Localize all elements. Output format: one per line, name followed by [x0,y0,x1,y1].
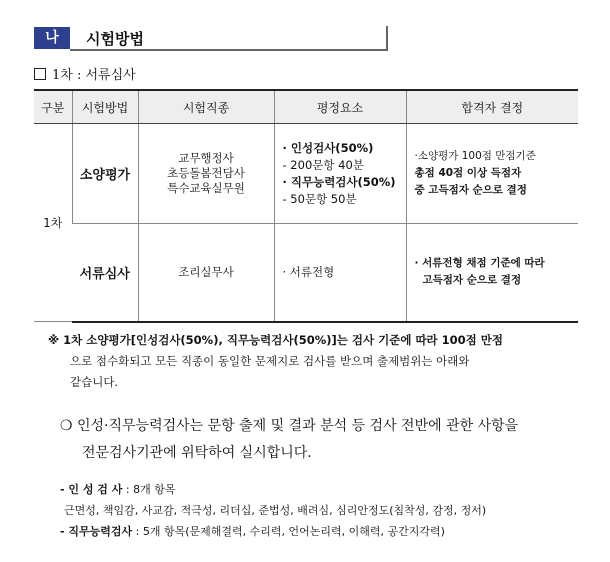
job-item: 초등돌봄전담사 [167,166,245,180]
col-header: 구분 [34,90,72,124]
item-desc: : 8개 항목 [122,483,176,496]
bullet-line: ❍ 인성·직무능력검사는 문항 출제 및 결과 분석 등 검사 전반에 관한 사항을 [60,418,519,434]
subheading-text: 1차 : 서류심사 [52,68,136,83]
col-header: 시험방법 [72,90,138,124]
factor-item: · 인성검사(50%) [282,140,374,155]
note-block [48,330,582,393]
section-header [34,26,388,50]
pass-criteria-cell [406,124,578,224]
pass-line: 고득점자 순으로 결정 [422,274,522,287]
pass-line: ·소양평가 100점 만점기준 [414,150,536,162]
header-underline [70,49,388,51]
exam-method-table [34,89,578,323]
note-line: ※ 1차 소양평가[인성검사(50%), 직무능력검사(50%)]는 검사 기준에 따라 100점 만점 [48,333,504,347]
factors-cell [274,124,406,224]
pass-line: 총점 40점 이상 득점자 [414,167,522,179]
note-line: 같습니다. [70,375,119,389]
job-item: 조리실무사 [178,264,234,279]
method-cell: 서류심사 [72,224,138,322]
checkbox-square-icon [34,68,46,80]
personality-item [60,479,600,500]
pass-line: 중 고득점자 순으로 결정 [414,184,527,196]
jobs-cell [138,224,274,322]
table-row [34,224,578,322]
factor-item: - 50문항 50분 [282,191,357,206]
section-badge: 나 [34,27,70,49]
ability-item [60,521,600,542]
table-row [34,124,578,224]
test-items-list [60,479,600,542]
pass-line: · 서류전형 채점 기준에 따라 [414,257,545,270]
factors-cell [274,224,406,322]
note-line: 으로 점수화되고 모든 직종이 동일한 문제지로 검사를 받으며 출제범위는 아래와 [70,354,470,368]
jobs-cell [138,124,274,224]
factor-item: · 서류전형 [282,264,335,279]
header-divider [386,26,388,50]
subheading [34,64,136,83]
section-title: 시험방법 [86,30,144,48]
col-header: 평정요소 [274,90,406,124]
job-item: 특수교육실무원 [167,181,245,195]
col-header: 합격자 결정 [406,90,578,124]
bullet-paragraph [60,413,590,467]
table-header-row [34,90,578,124]
job-item: 교무행정사 [178,151,234,165]
item-label: - 직무능력검사 [60,525,133,538]
item-desc: : 5개 항목(문제해결력, 수리력, 언어논리력, 이해력, 공간지각력) [132,525,445,538]
col-header: 시험직종 [138,90,274,124]
stage-cell: 1차 [34,124,72,322]
method-cell: 소양평가 [72,124,138,224]
item-label: - 인 성 검 사 [60,483,123,496]
bullet-line: 전문검사기관에 위탁하여 실시합니다. [82,445,312,461]
personality-list: 근면성, 책임감, 사교감, 적극성, 리더십, 준법성, 배려심, 심리안정도(침착성, 감정, 정서) [64,504,487,517]
pass-criteria-cell [406,224,578,322]
factor-item: · 직무능력검사(50%) [282,174,396,189]
factor-item: - 200문항 40분 [282,157,364,172]
